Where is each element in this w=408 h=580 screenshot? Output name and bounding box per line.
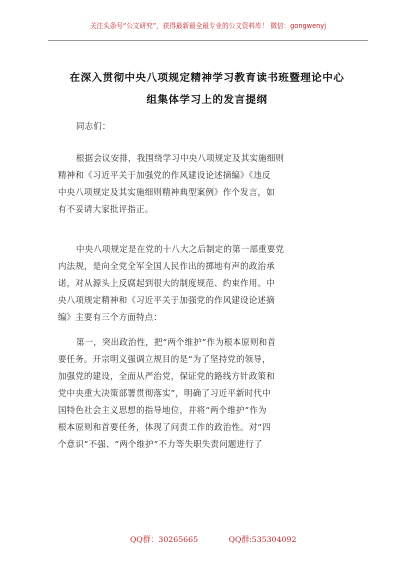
paragraph-line: 内法规，是向全党全军全国人民作出的掷地有声的政治承	[58, 261, 275, 271]
footer-contact	[130, 534, 330, 545]
header-divider	[48, 40, 368, 41]
footer-qq-group-1: QQ群：30265665	[130, 535, 199, 544]
paragraph-line: 根本原则和首要任务，体现了问责工作的政治性。对“四	[58, 422, 271, 432]
paragraph-line: 精神和《习近平关于加强党的作风建设论述摘编》《违反	[58, 170, 271, 180]
footer-qq-group-2: QQ群:535304092	[228, 535, 297, 544]
paragraph-line: 个意识”不强、“两个维护”不力等失职失责问题进行了	[58, 439, 263, 449]
paragraph-2	[58, 241, 350, 326]
paragraph-3	[58, 334, 350, 453]
paragraph-line: 根据会议安排，我围绕学习中央八项规定及其实施细则	[76, 153, 285, 163]
paragraph-line: 中央八项规定是在党的十八大之后制定的第一部重要党	[76, 244, 285, 254]
salutation: 同志们：	[76, 121, 111, 131]
paragraph-line: 党中央重大决策部署贯彻落实”，明确了习近平新时代中	[58, 388, 271, 398]
paragraph-line: 诺，对从源头上反腐起到很大的制度规范、约束作用。中	[58, 278, 275, 288]
paragraph-line: 国特色社会主义思想的指导地位，并将“两个维护”作为	[58, 405, 267, 415]
paragraph-line: 央八项规定精神和《习近平关于加强党的作风建设论述摘	[58, 295, 275, 305]
paragraph-line: 要任务。开宗明义强调立规目的是“为了坚持党的领导，	[58, 354, 271, 364]
paragraph-1	[58, 150, 350, 218]
paragraph-line: 第一，突出政治性，把“两个维护”作为根本原则和首	[76, 337, 277, 347]
salutation-block	[58, 118, 350, 135]
header-banner: 关注头条号“公文研究”，获得最新最全最专业的公文资料库！ 微信：gongwenyj	[89, 22, 327, 30]
title-line: 在深入贯彻中央八项规定精神学习教育读书班暨理论中心	[69, 72, 345, 84]
paragraph-line: 中央八项规定及其实施细则精神典型案例》作个发言，如	[58, 187, 275, 197]
paragraph-line: 编》主要有三个方面特点：	[58, 312, 163, 322]
paragraph-line: 有不妥请大家批评指正。	[58, 204, 154, 214]
paragraph-line: 加强党的建设，全面从严治党，保证党的路线方针政策和	[58, 371, 275, 381]
document-title	[64, 67, 350, 111]
title-line: 组集体学习上的发言提纲	[146, 94, 268, 106]
